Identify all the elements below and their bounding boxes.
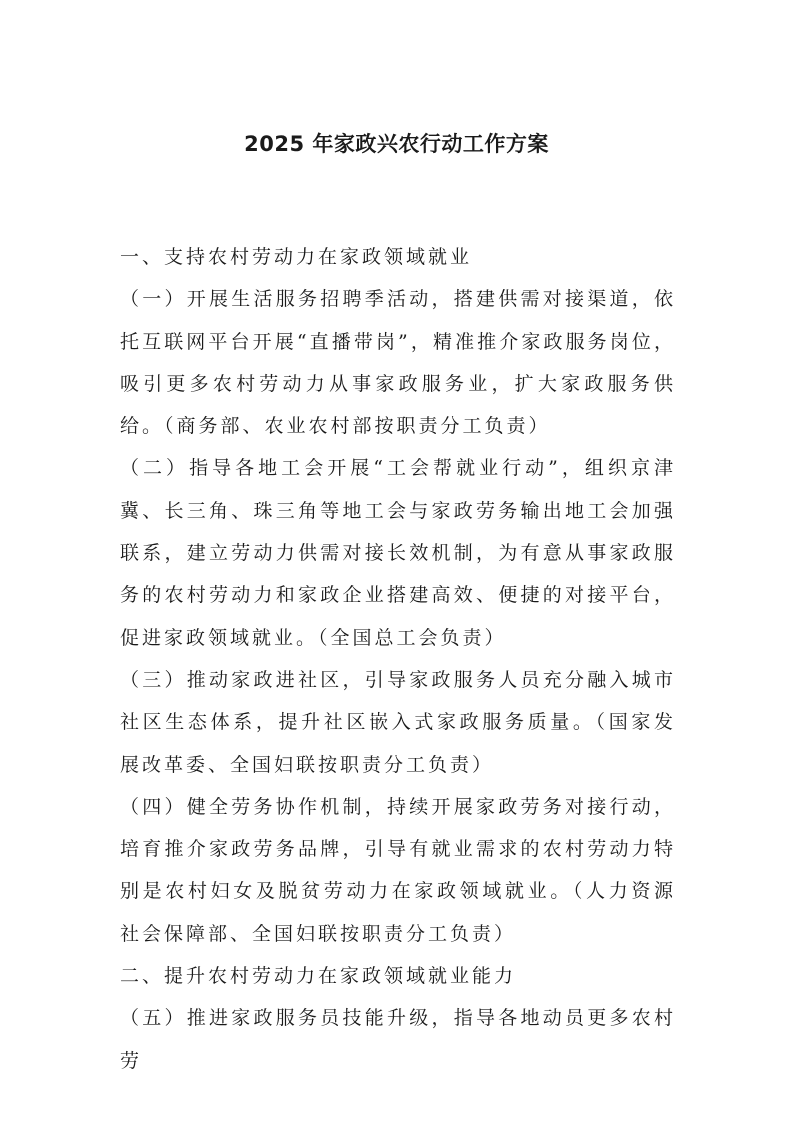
paragraph-item-1: （一）开展生活服务招聘季活动，搭建供需对接渠道，依托互联网平台开展“直播带岗”，精准推介家政服务岗位，吸引更多农村劳动力从事家政服务业，扩大家政服务供给。（商务部、农业农村部按职责分工负责）: [120, 288, 676, 438]
paragraph-item-2: （二）指导各地工会开展“工会帮就业行动”，组织京津冀、长三角、珠三角等地工会与家政劳务输出地工会加强联系，建立劳动力供需对接长效机制，为有意从事家政服务的农村劳动力和家政企业搭建高效、便捷的对接平台，促进家政领域就业。（全国总工会负责）: [120, 457, 676, 649]
paragraph-item-3: （三）推动家政进社区，引导家政服务人员充分融入城市社区生态体系，提升社区嵌入式家政服务质量。（国家发展改革委、全国妇联按职责分工负责）: [120, 668, 676, 776]
section-heading-2: 二、提升农村劳动力在家政领域就业能力: [120, 965, 517, 988]
document-body: [120, 236, 676, 1082]
paragraph-item-5: （五）推进家政服务员技能升级，指导各地动员更多农村劳: [120, 1007, 676, 1072]
document-title: 2025 年家政兴农行动工作方案: [244, 132, 549, 156]
section-heading-1: 一、支持农村劳动力在家政领域就业: [120, 246, 473, 268]
paragraph-item-4: （四）健全劳务协作机制，持续开展家政劳务对接行动，培育推介家政劳务品牌，引导有就业需求的农村劳动力特别是农村妇女及脱贫劳动力在家政领域就业。（人力资源社会保障部、全国妇联按职责分工负责）: [120, 795, 676, 945]
